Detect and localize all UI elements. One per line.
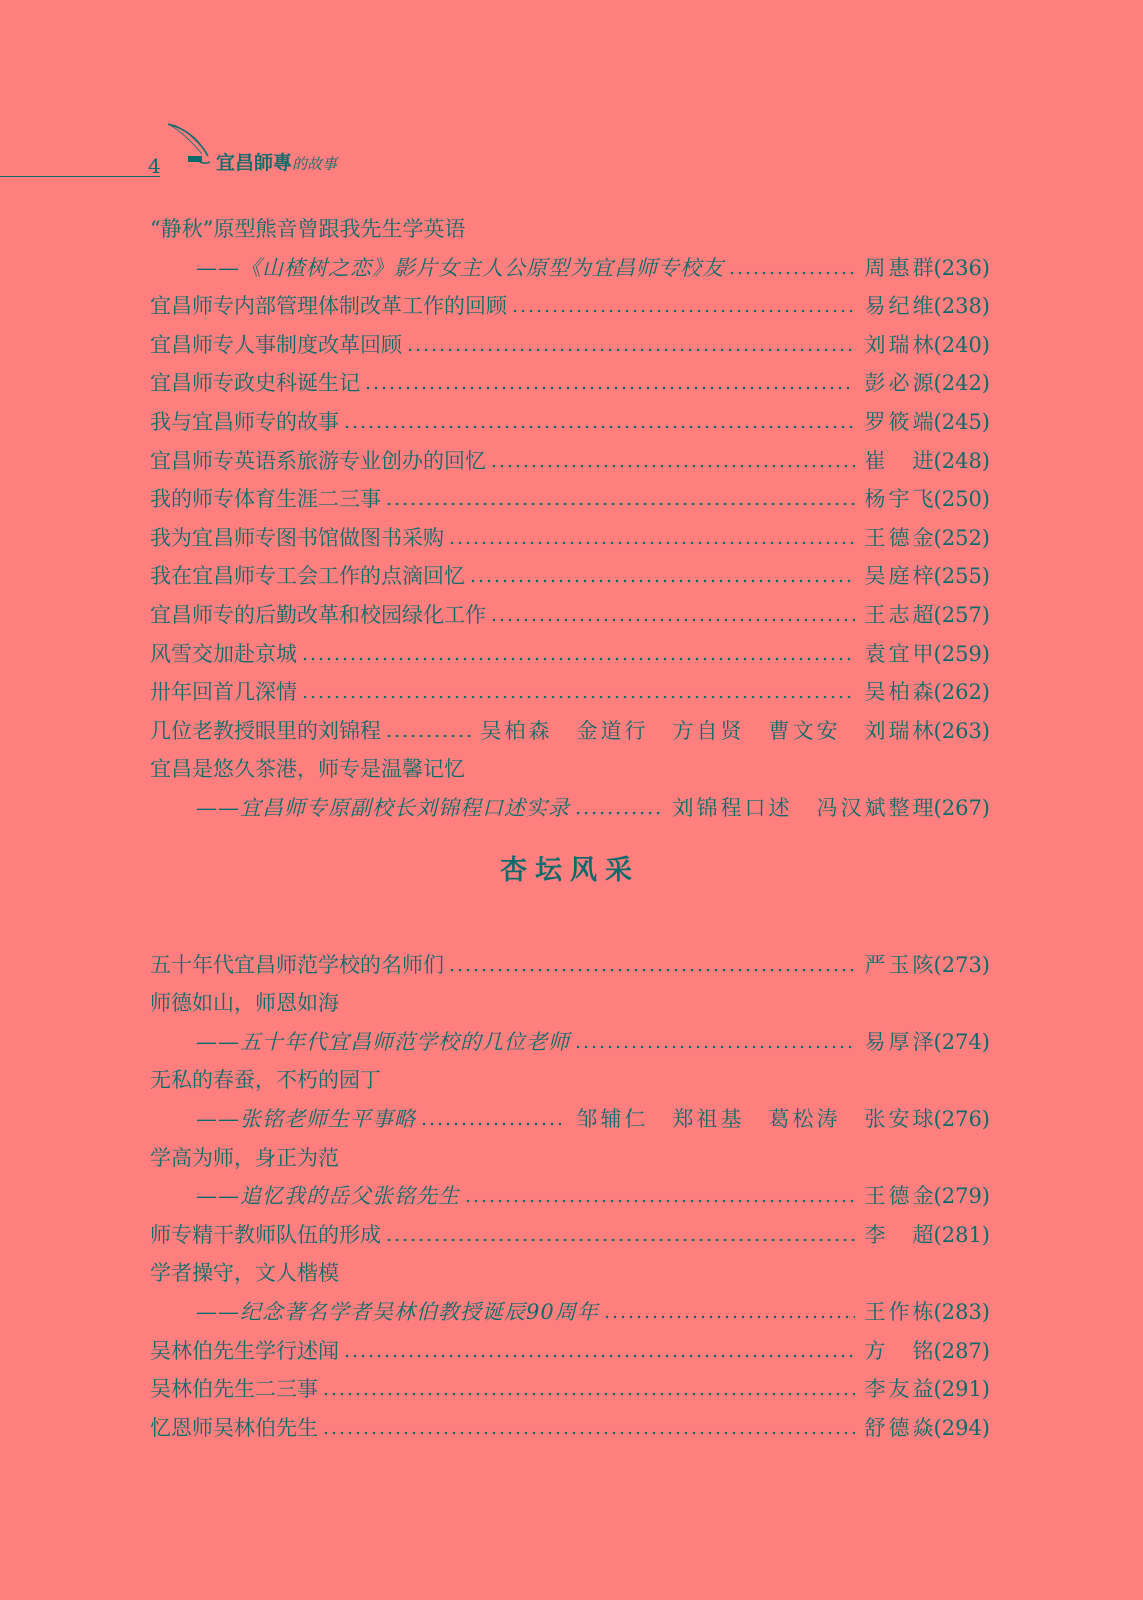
toc-entry-author: 王德金: [864, 1184, 937, 1209]
toc-entry-author: 王志超: [864, 603, 937, 627]
toc-entry[interactable]: [150, 289, 990, 323]
toc-entry-page: (259): [933, 641, 990, 666]
quill-icon: [166, 122, 214, 166]
toc-entry-page: (245): [933, 410, 990, 434]
leader-dots: [322, 1392, 855, 1396]
toc-entry[interactable]: [150, 1063, 990, 1097]
toc-entry-page: (287): [933, 1338, 990, 1363]
leader-dots: [385, 502, 855, 506]
toc-entry-page: (276): [933, 1107, 990, 1131]
toc-entry-title: ——张铭老师生平事略: [196, 1107, 416, 1131]
leader-dots: [406, 348, 855, 352]
leader-dots: [343, 1354, 855, 1358]
toc-entry-page: (250): [933, 487, 990, 512]
toc-entry-title: 宜昌是悠久茶港，师专是温馨记忆: [150, 757, 465, 782]
toc-entry[interactable]: [150, 328, 990, 362]
leader-dots: [603, 1315, 855, 1319]
toc-entry[interactable]: [150, 1102, 990, 1136]
toc-entry[interactable]: [150, 1141, 990, 1175]
toc-entry-title: 师专精干教师队伍的形成: [150, 1222, 381, 1247]
toc-entry[interactable]: [150, 637, 990, 671]
toc-entry-title: 我的师专体育生涯二三事: [150, 487, 381, 512]
leader-dots: [574, 1045, 855, 1049]
toc-entry-page: (279): [933, 1184, 990, 1209]
toc-entry-page: (252): [933, 525, 990, 550]
toc-entry-page: (248): [933, 448, 990, 473]
toc-entry-author: 严玉陔: [864, 952, 937, 977]
toc-entry-author: 易纪维: [864, 294, 937, 319]
toc-entry-author: 彭必源: [864, 371, 937, 396]
toc-entry-title: 我为宜昌师专图书馆做图书采购: [150, 525, 444, 550]
leader-dots: [448, 541, 855, 545]
leader-dots: [728, 271, 855, 275]
leader-dots: [511, 309, 855, 313]
leader-dots: [448, 968, 855, 972]
toc-entry-title: 五十年代宜昌师范学校的名师们: [150, 952, 444, 977]
toc-entry[interactable]: [150, 444, 990, 478]
toc-entry-author: 吴柏森 金道行 方自贤 曹文安 刘瑞林: [480, 718, 937, 743]
toc-entry-page: (257): [933, 603, 990, 627]
toc-entry-author: 罗筱端: [864, 410, 937, 434]
toc-entry-title: 几位老教授眼里的刘锦程: [150, 718, 381, 743]
toc-entry-author: 方 铭: [864, 1338, 937, 1363]
toc-entry-author: 李友益: [864, 1377, 937, 1402]
leader-dots: [385, 1238, 855, 1242]
toc-entry-author: 王作栋: [864, 1300, 937, 1324]
toc-entry[interactable]: [150, 482, 990, 516]
toc-entry-title: 风雪交加赴京城: [150, 641, 297, 666]
toc-entry-author: 杨宇飞: [864, 487, 937, 512]
leader-dots: [490, 464, 855, 468]
toc-entry-author: 袁宜甲: [864, 641, 937, 666]
toc-entry[interactable]: [150, 1334, 990, 1368]
toc-entry-title: 我与宜昌师专的故事: [150, 410, 339, 434]
toc-entry[interactable]: [150, 675, 990, 709]
toc-entry[interactable]: [150, 251, 990, 285]
toc-entry-author: 刘瑞林: [864, 332, 937, 357]
toc-entry-title: 吴林伯先生二三事: [150, 1377, 318, 1402]
page-number: 4: [148, 154, 161, 178]
section-title: 杏坛风采: [500, 854, 640, 886]
toc-entry[interactable]: [150, 791, 990, 825]
toc-entry-title: ——纪念著名学者吴林伯教授诞辰90周年: [196, 1300, 599, 1324]
toc-entry-page: (274): [933, 1029, 990, 1054]
toc-entry-page: (240): [933, 332, 990, 357]
header-rule: [0, 176, 160, 177]
toc-entry[interactable]: [150, 1295, 990, 1329]
toc-entry[interactable]: [150, 1218, 990, 1252]
toc-entry-title: 吴林伯先生学行述闻: [150, 1338, 339, 1363]
leader-dots: [301, 657, 855, 661]
toc-entry-author: 王德金: [864, 525, 937, 550]
leader-dots: [322, 1431, 855, 1435]
toc-entry-title: 宜昌师专的后勤改革和校园绿化工作: [150, 603, 486, 627]
toc-entry-title: ——五十年代宜昌师范学校的几位老师: [196, 1029, 570, 1054]
toc-entry-title: 宜昌师专英语系旅游专业创办的回忆: [150, 448, 486, 473]
toc-entry-title: 忆恩师吴林伯先生: [150, 1415, 318, 1440]
toc-entry[interactable]: [150, 598, 990, 632]
toc-entry[interactable]: [150, 1411, 990, 1445]
toc-entry-page: (294): [933, 1415, 990, 1440]
toc-entry-page: (238): [933, 294, 990, 319]
toc-entry-title: 宜昌师专政史科诞生记: [150, 371, 360, 396]
toc-entry-page: (236): [933, 255, 990, 280]
toc-entry-title: 师德如山，师恩如海: [150, 991, 339, 1016]
toc-entry[interactable]: [150, 1372, 990, 1406]
toc-entry[interactable]: [150, 559, 990, 593]
toc-entry-author: 邹辅仁 郑祖基 葛松涛 张安球: [576, 1107, 937, 1131]
toc-entry[interactable]: [150, 986, 990, 1020]
toc-entry-page: (263): [933, 718, 990, 743]
toc-entry-author: 舒德焱: [864, 1415, 937, 1440]
toc-entry-title: 卅年回首几深情: [150, 680, 297, 705]
leader-dots: [420, 1122, 567, 1126]
toc-entry[interactable]: [150, 366, 990, 400]
toc-entry-page: (267): [933, 796, 990, 820]
toc-entry[interactable]: [150, 405, 990, 439]
page-header: [0, 118, 420, 178]
leader-dots: [469, 579, 855, 583]
book-title-rest: 的故事: [292, 155, 338, 173]
leader-dots: [490, 618, 855, 622]
toc-entry-author: 崔 进: [864, 448, 937, 473]
leader-dots: [301, 695, 855, 699]
toc-entry-author: 刘锦程口述 冯汉斌整理: [672, 796, 937, 820]
leader-dots: [364, 386, 855, 390]
toc-entry-page: (291): [933, 1377, 990, 1402]
book-title: [216, 148, 337, 175]
leader-dots: [574, 811, 663, 815]
toc-entry-title: 学高为师，身正为范: [150, 1145, 339, 1170]
book-title-main: 宜昌師專: [216, 152, 293, 174]
leader-dots: [343, 425, 855, 429]
toc-entry-author: 吴柏森: [864, 680, 937, 705]
toc-entry-page: (242): [933, 371, 990, 396]
toc-entry[interactable]: [150, 1179, 990, 1213]
toc-entry-page: (273): [933, 952, 990, 977]
toc-entry-title: 无私的春蚕，不朽的园丁: [150, 1068, 381, 1093]
toc-entry[interactable]: [150, 212, 990, 246]
toc-entry[interactable]: [150, 521, 990, 555]
toc-entry-title: 我在宜昌师专工会工作的点滴回忆: [150, 564, 465, 589]
toc-entry[interactable]: [150, 1256, 990, 1290]
toc-entry[interactable]: [150, 948, 990, 982]
toc-entry[interactable]: [150, 752, 990, 786]
toc-entry-title: “静秋”原型熊音曾跟我先生学英语: [150, 217, 466, 241]
toc-entry-author: 周惠群: [864, 255, 937, 280]
leader-dots: [464, 1199, 855, 1203]
toc-entry-title: 宜昌师专内部管理体制改革工作的回顾: [150, 294, 507, 319]
toc-entry-title: ——追忆我的岳父张铭先生: [196, 1184, 460, 1209]
toc-entry-author: 李 超: [864, 1222, 937, 1247]
toc-entry[interactable]: [150, 714, 990, 748]
leader-dots: [385, 734, 471, 738]
toc-entry-author: 吴庭梓: [864, 564, 937, 589]
toc-entry-page: (281): [933, 1222, 990, 1247]
toc-entry-page: (262): [933, 680, 990, 705]
toc-entry-author: 易厚泽: [864, 1029, 937, 1054]
toc-entry-title: 宜昌师专人事制度改革回顾: [150, 332, 402, 357]
toc-entry-title: ——《山楂树之恋》影片女主人公原型为宜昌师专校友: [196, 255, 724, 280]
toc-entry-page: (255): [933, 564, 990, 589]
toc-entry[interactable]: [150, 1025, 990, 1059]
toc-entry-page: (283): [933, 1300, 990, 1324]
toc-entry-title: ——宜昌师专原副校长刘锦程口述实录: [196, 796, 570, 820]
toc-entry-title: 学者操守，文人楷模: [150, 1261, 339, 1286]
